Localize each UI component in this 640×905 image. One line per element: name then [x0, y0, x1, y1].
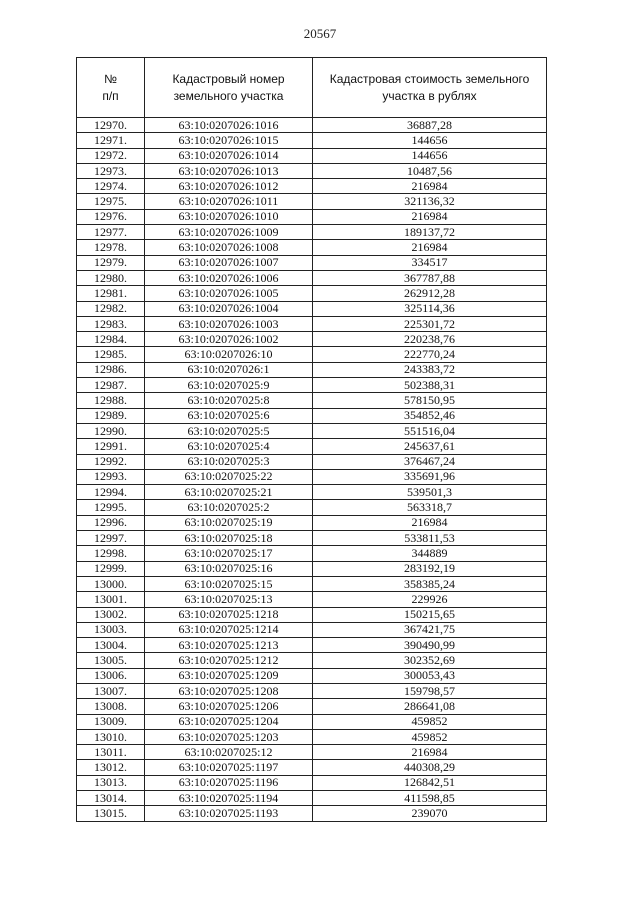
cadastral-number: 63:10:0207025:4 — [145, 439, 313, 454]
row-number: 12984. — [77, 332, 145, 347]
row-number: 13011. — [77, 745, 145, 760]
table-row — [77, 118, 547, 133]
table-row — [77, 225, 547, 240]
table-row — [77, 133, 547, 148]
cadastral-value: 222770,24 — [313, 347, 547, 362]
table-row — [77, 194, 547, 209]
row-number: 12970. — [77, 118, 145, 133]
table-row — [77, 423, 547, 438]
table-row — [77, 760, 547, 775]
row-number: 12981. — [77, 286, 145, 301]
row-number: 13005. — [77, 653, 145, 668]
table-row — [77, 439, 547, 454]
table-row — [77, 546, 547, 561]
header-cadastral-number: Кадастровый номер земельного участка — [145, 58, 313, 118]
cadastral-number: 63:10:0207025:3 — [145, 454, 313, 469]
table-row — [77, 592, 547, 607]
cadastral-value: 459852 — [313, 714, 547, 729]
table-row — [77, 515, 547, 530]
table-row — [77, 408, 547, 423]
header-cadastral-value: Кадастровая стоимость земельного участка в рублях — [313, 58, 547, 118]
table-row — [77, 286, 547, 301]
cadastral-value: 229926 — [313, 592, 547, 607]
cadastral-value: 225301,72 — [313, 316, 547, 331]
cadastral-number: 63:10:0207026:10 — [145, 347, 313, 362]
cadastral-value: 321136,32 — [313, 194, 547, 209]
cadastral-value: 159798,57 — [313, 683, 547, 698]
cadastral-number: 63:10:0207026:1005 — [145, 286, 313, 301]
cadastral-value: 216984 — [313, 209, 547, 224]
row-number: 12989. — [77, 408, 145, 423]
cadastral-number: 63:10:0207025:8 — [145, 393, 313, 408]
table-row — [77, 745, 547, 760]
row-number: 13010. — [77, 729, 145, 744]
table-row — [77, 653, 547, 668]
row-number: 12999. — [77, 561, 145, 576]
cadastral-number: 63:10:0207025:16 — [145, 561, 313, 576]
cadastral-value: 502388,31 — [313, 378, 547, 393]
cadastral-value: 354852,46 — [313, 408, 547, 423]
page-number: 20567 — [303, 26, 337, 41]
cadastral-value: 150215,65 — [313, 607, 547, 622]
cadastral-number: 63:10:0207026:1014 — [145, 148, 313, 163]
cadastral-number: 63:10:0207025:1209 — [145, 668, 313, 683]
table-row — [77, 179, 547, 194]
cadastral-number: 63:10:0207025:21 — [145, 485, 313, 500]
row-number: 13000. — [77, 576, 145, 591]
row-number: 12994. — [77, 485, 145, 500]
cadastral-value: 36887,28 — [313, 118, 547, 133]
cadastral-number: 63:10:0207025:13 — [145, 592, 313, 607]
cadastral-number: 63:10:0207026:1012 — [145, 179, 313, 194]
row-number: 12997. — [77, 531, 145, 546]
row-number: 13007. — [77, 683, 145, 698]
cadastral-value: 551516,04 — [313, 423, 547, 438]
row-number: 13008. — [77, 699, 145, 714]
row-number: 12988. — [77, 393, 145, 408]
table-row — [77, 316, 547, 331]
cadastral-value: 376467,24 — [313, 454, 547, 469]
cadastral-value: 539501,3 — [313, 485, 547, 500]
cadastral-value: 367421,75 — [313, 622, 547, 637]
cadastral-value: 563318,7 — [313, 500, 547, 515]
cadastral-number: 63:10:0207026:1 — [145, 362, 313, 377]
table-row — [77, 729, 547, 744]
table-row — [77, 255, 547, 270]
cadastral-value: 220238,76 — [313, 332, 547, 347]
cadastral-value-table — [76, 57, 547, 822]
cadastral-value: 459852 — [313, 729, 547, 744]
table-row — [77, 301, 547, 316]
row-number: 12978. — [77, 240, 145, 255]
row-number: 12985. — [77, 347, 145, 362]
table-row — [77, 576, 547, 591]
table-row — [77, 240, 547, 255]
row-number: 13002. — [77, 607, 145, 622]
cadastral-value: 334517 — [313, 255, 547, 270]
cadastral-number: 63:10:0207025:1196 — [145, 775, 313, 790]
cadastral-number: 63:10:0207025:1218 — [145, 607, 313, 622]
table-row — [77, 791, 547, 806]
table-row — [77, 806, 547, 821]
row-number: 12979. — [77, 255, 145, 270]
cadastral-number: 63:10:0207026:1015 — [145, 133, 313, 148]
row-number: 12975. — [77, 194, 145, 209]
row-number: 13013. — [77, 775, 145, 790]
cadastral-number: 63:10:0207025:6 — [145, 408, 313, 423]
table-row — [77, 209, 547, 224]
cadastral-value: 578150,95 — [313, 393, 547, 408]
cadastral-value: 390490,99 — [313, 638, 547, 653]
table-row — [77, 378, 547, 393]
row-number: 12993. — [77, 469, 145, 484]
table-header — [77, 58, 547, 118]
cadastral-number: 63:10:0207025:22 — [145, 469, 313, 484]
row-number: 13003. — [77, 622, 145, 637]
cadastral-number: 63:10:0207025:1203 — [145, 729, 313, 744]
cadastral-number: 63:10:0207025:1206 — [145, 699, 313, 714]
cadastral-number: 63:10:0207025:15 — [145, 576, 313, 591]
cadastral-value: 335691,96 — [313, 469, 547, 484]
cadastral-number: 63:10:0207025:1208 — [145, 683, 313, 698]
table-row — [77, 393, 547, 408]
cadastral-number: 63:10:0207025:1212 — [145, 653, 313, 668]
table-row — [77, 347, 547, 362]
cadastral-value: 144656 — [313, 133, 547, 148]
table-row — [77, 469, 547, 484]
cadastral-number: 63:10:0207026:1013 — [145, 163, 313, 178]
table-row — [77, 500, 547, 515]
cadastral-value: 243383,72 — [313, 362, 547, 377]
cadastral-value: 440308,29 — [313, 760, 547, 775]
header-number: № п/п — [77, 58, 145, 118]
table-row — [77, 454, 547, 469]
cadastral-value: 533811,53 — [313, 531, 547, 546]
table-row — [77, 148, 547, 163]
table-row — [77, 683, 547, 698]
cadastral-value: 325114,36 — [313, 301, 547, 316]
table-row — [77, 561, 547, 576]
table-body — [77, 118, 547, 822]
cadastral-value: 216984 — [313, 179, 547, 194]
cadastral-number: 63:10:0207025:1213 — [145, 638, 313, 653]
cadastral-number: 63:10:0207025:18 — [145, 531, 313, 546]
row-number: 12991. — [77, 439, 145, 454]
row-number: 13009. — [77, 714, 145, 729]
row-number: 12972. — [77, 148, 145, 163]
table-row — [77, 638, 547, 653]
cadastral-number: 63:10:0207026:1009 — [145, 225, 313, 240]
cadastral-value: 126842,51 — [313, 775, 547, 790]
row-number: 13015. — [77, 806, 145, 821]
table-row — [77, 270, 547, 285]
cadastral-value: 300053,43 — [313, 668, 547, 683]
cadastral-number: 63:10:0207025:1194 — [145, 791, 313, 806]
cadastral-value: 262912,28 — [313, 286, 547, 301]
cadastral-number: 63:10:0207025:19 — [145, 515, 313, 530]
row-number: 12986. — [77, 362, 145, 377]
row-number: 12980. — [77, 270, 145, 285]
cadastral-number: 63:10:0207026:1011 — [145, 194, 313, 209]
row-number: 12977. — [77, 225, 145, 240]
cadastral-value: 344889 — [313, 546, 547, 561]
row-number: 12987. — [77, 378, 145, 393]
table-row — [77, 622, 547, 637]
row-number: 12973. — [77, 163, 145, 178]
table-row — [77, 668, 547, 683]
table-row — [77, 332, 547, 347]
row-number: 12974. — [77, 179, 145, 194]
cadastral-number: 63:10:0207026:1010 — [145, 209, 313, 224]
cadastral-number: 63:10:0207025:1197 — [145, 760, 313, 775]
row-number: 13001. — [77, 592, 145, 607]
cadastral-number: 63:10:0207026:1006 — [145, 270, 313, 285]
table-row — [77, 775, 547, 790]
cadastral-number: 63:10:0207025:12 — [145, 745, 313, 760]
row-number: 13012. — [77, 760, 145, 775]
row-number: 13014. — [77, 791, 145, 806]
cadastral-number: 63:10:0207025:9 — [145, 378, 313, 393]
row-number: 13004. — [77, 638, 145, 653]
cadastral-value: 302352,69 — [313, 653, 547, 668]
cadastral-number: 63:10:0207025:17 — [145, 546, 313, 561]
cadastral-value: 367787,88 — [313, 270, 547, 285]
table-row — [77, 714, 547, 729]
row-number: 12995. — [77, 500, 145, 515]
cadastral-value: 358385,24 — [313, 576, 547, 591]
table-row — [77, 699, 547, 714]
table-row — [77, 607, 547, 622]
cadastral-value: 245637,61 — [313, 439, 547, 454]
row-number: 12990. — [77, 423, 145, 438]
cadastral-number: 63:10:0207026:1007 — [145, 255, 313, 270]
cadastral-value: 286641,08 — [313, 699, 547, 714]
cadastral-number: 63:10:0207025:1204 — [145, 714, 313, 729]
row-number: 12971. — [77, 133, 145, 148]
table-row — [77, 362, 547, 377]
cadastral-number: 63:10:0207025:2 — [145, 500, 313, 515]
table-row — [77, 163, 547, 178]
cadastral-number: 63:10:0207026:1004 — [145, 301, 313, 316]
cadastral-value: 239070 — [313, 806, 547, 821]
cadastral-value: 189137,72 — [313, 225, 547, 240]
row-number: 12976. — [77, 209, 145, 224]
row-number: 12996. — [77, 515, 145, 530]
cadastral-number: 63:10:0207025:1214 — [145, 622, 313, 637]
cadastral-value: 216984 — [313, 745, 547, 760]
row-number: 13006. — [77, 668, 145, 683]
row-number: 12992. — [77, 454, 145, 469]
cadastral-number: 63:10:0207026:1016 — [145, 118, 313, 133]
header-row — [77, 58, 547, 118]
table-row — [77, 531, 547, 546]
row-number: 12983. — [77, 316, 145, 331]
cadastral-value: 283192,19 — [313, 561, 547, 576]
cadastral-value: 411598,85 — [313, 791, 547, 806]
cadastral-value: 216984 — [313, 515, 547, 530]
cadastral-number: 63:10:0207026:1002 — [145, 332, 313, 347]
cadastral-number: 63:10:0207026:1003 — [145, 316, 313, 331]
cadastral-value: 216984 — [313, 240, 547, 255]
cadastral-number: 63:10:0207025:1193 — [145, 806, 313, 821]
cadastral-number: 63:10:0207026:1008 — [145, 240, 313, 255]
row-number: 12998. — [77, 546, 145, 561]
cadastral-value: 10487,56 — [313, 163, 547, 178]
cadastral-number: 63:10:0207025:5 — [145, 423, 313, 438]
cadastral-value: 144656 — [313, 148, 547, 163]
row-number: 12982. — [77, 301, 145, 316]
table-row — [77, 485, 547, 500]
